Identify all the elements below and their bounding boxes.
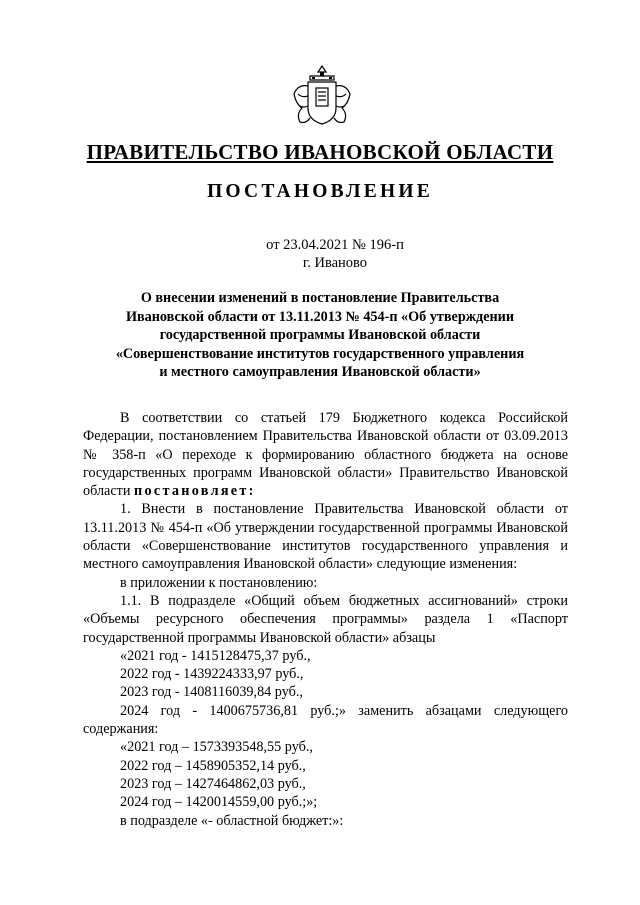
preamble-text: В соответствии со статьей 179 Бюджетного кодекса Российской Федерации, постановлением Правительства Ивановской области от 03.09.2013 № 358-п «О переходе к формированию областного бюджета на основе государственных программ Ивановской области» Правительство Ивановской области [83,410,568,500]
subsection-paragraph: в подразделе «- областной бюджет:»: [120,812,344,829]
new-amount-line: 2024 год – 1420014559,00 руб.;»; [120,794,318,811]
appendix-paragraph: в приложении к постановлению: [120,574,318,591]
subject-line: государственной программы Ивановской области [159,327,481,344]
coat-of-arms-icon [290,62,354,130]
new-amount-line: «2021 год – 1573393548,55 руб., [120,739,313,756]
item-1-1-paragraph: 1.1. В подразделе «Общий объем бюджетных ассигнований» строки «Объемы ресурсного обеспечения программы» раздела 1 «Паспорт государственной программы Ивановской области» абзацы [83,592,568,646]
subject-line: «Совершенствование институтов государственного управления [115,345,525,362]
old-amount-last-line: 2024 год - 1400675736,81 руб.;» заменить абзацами следующего содержания: [83,702,568,738]
city: г. Иваново [302,255,368,271]
resolves-text: постановляет: [133,483,256,500]
subject-line: Ивановской области от 13.11.2013 № 454-п «Об утверждении [125,308,515,325]
old-amount-line: 2023 год - 1408116039,84 руб., [120,684,303,701]
document-subject [90,289,550,382]
old-amount-line: 2022 год - 1439224333,97 руб., [120,666,304,683]
new-amount-line: 2022 год – 1458905352,14 руб., [120,757,306,774]
subject-line: О внесении изменений в постановление Правительства [140,290,500,306]
document-type: ПОСТАНОВЛЕНИЕ [207,181,433,202]
document-meta [0,236,640,272]
date-number: от 23.04.2021 № 196-п [266,237,404,253]
old-amount-line: «2021 год - 1415128475,37 руб., [120,647,311,664]
document-body [83,409,568,830]
item-1-paragraph: 1. Внести в постановление Правительства Ивановской области от 13.11.2013 № 454-п «Об утверждении государственной программы Ивановской области «Совершенствование институтов государственного управления и местного самоуправления Ивановской области» следующие изменения: [83,501,568,573]
government-title: ПРАВИТЕЛЬСТВО ИВАНОВСКОЙ ОБЛАСТИ [86,140,554,164]
preamble-paragraph [83,409,568,500]
new-amount-line: 2023 год – 1427464862,03 руб., [120,775,306,792]
subject-line: и местного самоуправления Ивановской области» [159,364,481,381]
